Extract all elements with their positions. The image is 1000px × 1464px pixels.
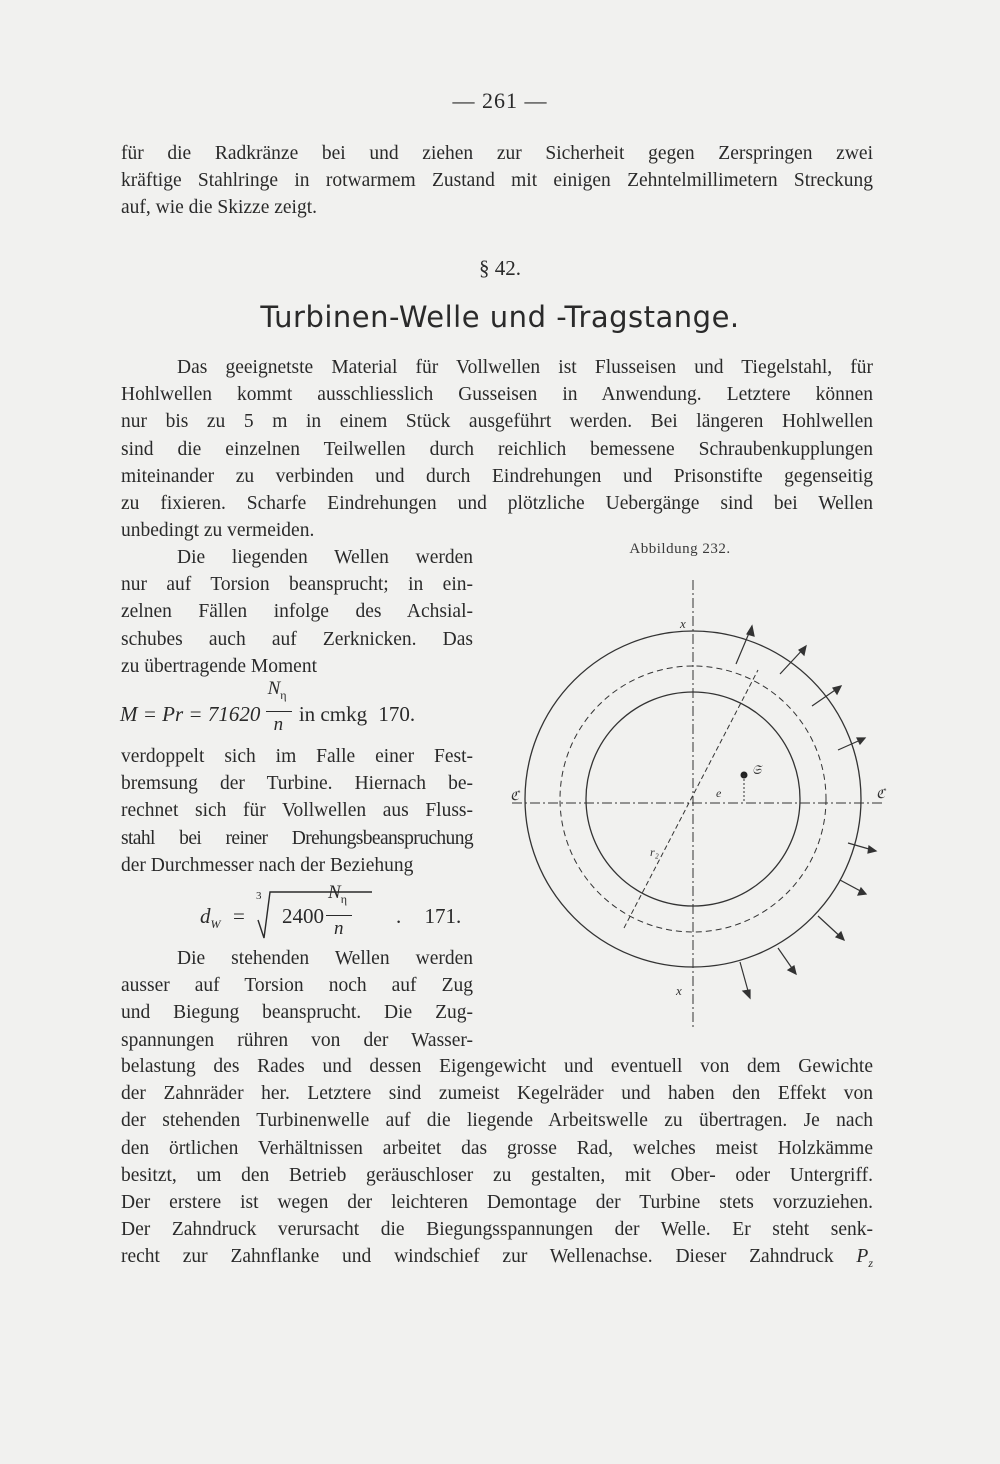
fraction — [326, 882, 354, 939]
text-line: zu übertragende Moment — [121, 655, 318, 677]
symbol-p-sub: z — [868, 1256, 873, 1271]
text-line: besitzt, um den Betrieb geräuschloser zu gestalten, mit Ober- oder Untergriff. — [121, 1164, 873, 1186]
fraction-bar — [326, 915, 352, 916]
symbol-pz — [856, 1246, 873, 1271]
intro-paragraph — [121, 140, 873, 222]
symbol-p: P — [856, 1246, 869, 1268]
shaft-cross-section-diagram — [500, 570, 900, 1040]
text-line: Das geeignetste Material für Vollwellen ist Flusseisen und Tiegelstahl, für — [177, 357, 873, 378]
text-line: miteinander zu verbinden und durch Eindrehungen und Prisonstifte gegenseitig — [121, 465, 873, 487]
formula-171 — [200, 882, 480, 942]
eccentricity-label: e — [716, 786, 722, 800]
formula-lhs: M = Pr = 71620 — [120, 702, 261, 726]
formula-number: 170. — [378, 702, 416, 726]
text-line: unbedingt zu vermeiden. — [121, 520, 315, 542]
figure-caption: Abbildung 232. — [629, 541, 731, 557]
text-line: sind die einzelnen Teilwellen durch reichlich bemessene Schraubenkupplungen — [121, 438, 873, 460]
fraction-bar — [266, 711, 292, 712]
fraction-numerator: N — [328, 882, 341, 903]
formula-equals: = — [233, 904, 245, 928]
text-line: verdoppelt sich im Falle einer Fest- — [121, 746, 473, 767]
text-line: der Durchmesser nach der Beziehung — [121, 854, 414, 876]
text-segment: recht zur Zahnflanke und windschief zur Wellenachse. Dieser Zahndruck — [121, 1246, 834, 1268]
text-line: Hohlwellen kommt ausschliesslich Gusseisen in Anwendung. Letztere können — [121, 384, 873, 406]
text-line: Die stehenden Wellen werden — [177, 948, 473, 969]
figure-232 — [500, 570, 900, 1040]
formula-unit: in cmkg — [298, 702, 368, 726]
text-line: nur bis zu 5 m in einem Stück ausgeführt werden. Bei längeren Hohlwellen — [121, 411, 873, 433]
centroid-label: 𝔖 — [752, 762, 762, 777]
text-line: Der Zahndruck verursacht die Biegungsspannungen der Welle. Er steht senk- — [121, 1219, 873, 1241]
formula-coefficient: 2400 — [282, 904, 324, 928]
paragraph-material — [121, 354, 873, 544]
formula-number: . 171. — [396, 904, 462, 928]
top-x-label: x — [680, 616, 686, 631]
text-line: der stehenden Turbinenwelle auf die liegende Arbeitswelle zu übertragen. Je nach — [121, 1110, 873, 1132]
section-title: Turbinen-Welle und -Tragstange. — [260, 300, 740, 334]
fraction-numerator-sub: η — [340, 891, 347, 906]
formula-lhs: d — [200, 904, 211, 928]
text-line: belastung des Rades und dessen Eigengewicht und eventuell von dem Gewichte — [121, 1056, 873, 1077]
text-line: schubes auch auf Zerknicken. Das — [121, 628, 473, 650]
bottom-x-label: x — [676, 983, 682, 998]
text-line: kräftige Stahlringe in rotwarmem Zustand mit einigen Zehntelmillimetern Streckung — [121, 170, 873, 192]
force-arrows — [736, 626, 876, 998]
left-axis-label: ℭ — [510, 788, 520, 803]
text-line: bremsung der Turbine. Hiernach be- — [121, 773, 473, 795]
text-line — [121, 1243, 873, 1277]
formula-170 — [120, 678, 416, 735]
paragraph-braking — [121, 743, 473, 879]
text-line: spannungen rühren von der Wasser- — [121, 1029, 473, 1051]
section-number: § 42. — [479, 256, 521, 280]
fraction — [266, 678, 294, 735]
text-line: der Zahnräder her. Letztere sind zumeist Kegelräder und haben den Effekt von — [121, 1083, 873, 1105]
paragraph-gear-load — [121, 1053, 873, 1278]
page-number: — 261 — — [452, 88, 548, 113]
fraction-numerator-sub: η — [280, 687, 287, 702]
formula-lhs-sub: W — [210, 917, 221, 932]
right-axis-label: ℭ — [876, 786, 886, 801]
text-line: Die liegenden Wellen werden — [177, 547, 473, 568]
paragraph-vertical-shafts — [121, 945, 473, 1054]
text-line: ausser auf Torsion noch auf Zug — [121, 975, 473, 997]
text-line: stahl bei reiner Drehungsbeanspruchung — [121, 827, 473, 849]
text-line: auf, wie die Skizze zeigt. — [121, 197, 317, 219]
radius-line — [624, 670, 758, 928]
radius-label: r₂ — [650, 845, 659, 859]
text-line: den örtlichen Verhältnissen arbeitet das grosse Rad, welches meist Holzkämme — [121, 1137, 873, 1159]
text-line: und Biegung beansprucht. Die Zug- — [121, 1002, 473, 1024]
fraction-denominator: n — [334, 918, 344, 939]
paragraph-horizontal-shafts — [121, 544, 473, 680]
text-line: nur auf Torsion beansprucht; in ein- — [121, 574, 473, 596]
root-index: 3 — [256, 890, 262, 902]
text-line: Der erstere ist wegen der leichteren Demontage der Turbine stets vorzuziehen. — [121, 1192, 873, 1214]
text-line: für die Radkränze bei und ziehen zur Sicherheit gegen Zerspringen zwei — [121, 143, 873, 164]
text-line: zelnen Fällen infolge des Achsial- — [121, 601, 473, 623]
fraction-denominator: n — [273, 714, 284, 735]
text-line: zu fixieren. Scharfe Eindrehungen und plötzliche Uebergänge sind bei Wellen — [121, 493, 873, 515]
text-line: rechnet sich für Vollwellen aus Fluss- — [121, 800, 473, 822]
fraction-numerator: N — [267, 678, 281, 699]
